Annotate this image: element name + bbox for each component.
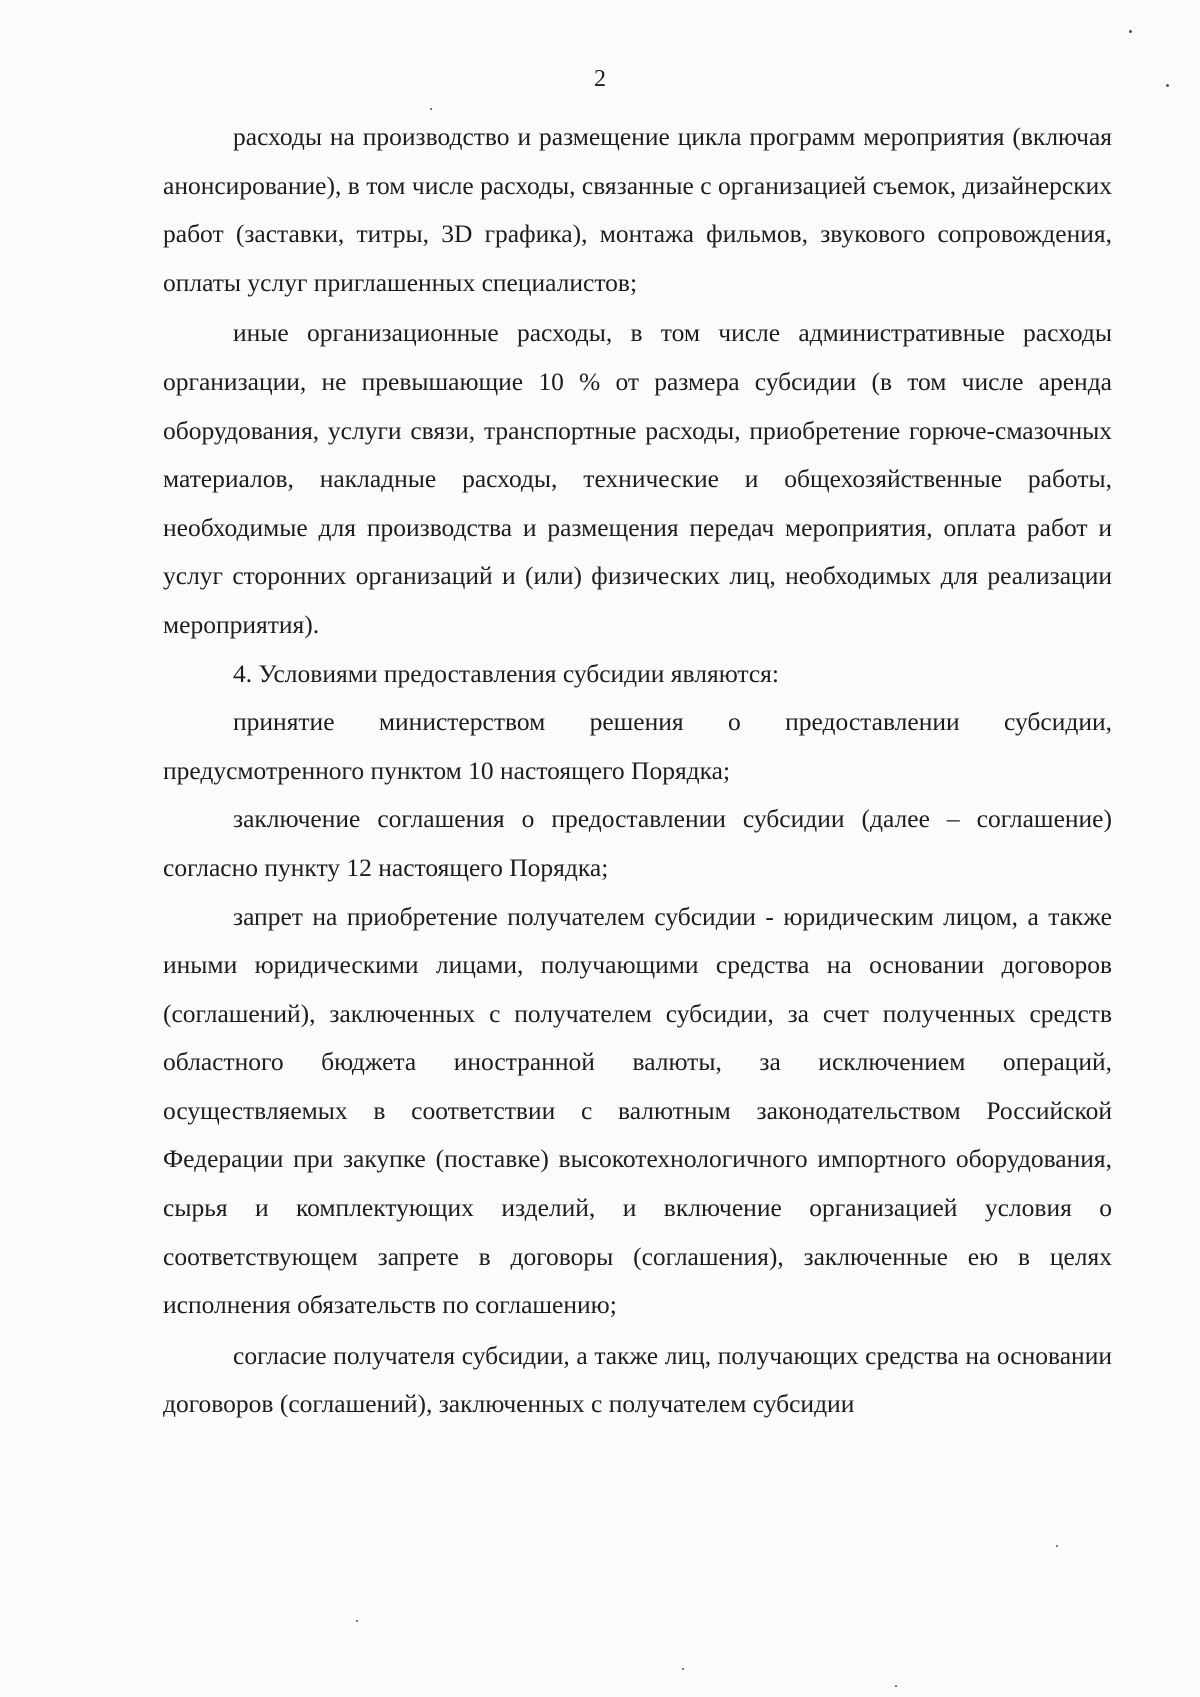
scan-speck: [1056, 1545, 1058, 1547]
scan-speck: [895, 1685, 897, 1687]
paragraph-conditions-heading: 4. Условиями предоставления субсидии являются:: [233, 658, 779, 688]
paragraph-other-costs: иные организационные расходы, в том числе административные расходы организации, не превышающие 10 % от размера субсидии (в том числе аренда оборудования, услуги связи, транспортные расходы, приобретение горюче-смазочных материалов, накладные расходы, технические и общехозяйственные работы, необходимые для производства и размещения передач мероприятия, оплата работ и услуг сторонних организаций и (или) физических лиц, необходимых для реализации мероприятия).: [163, 318, 1112, 639]
paragraph-currency-ban: запрет на приобретение получателем субсидии - юридическим лицом, а также иными юридическими лицами, получающими средства на основании договоров (соглашений), заключенных с получателем субсидии, за счет полученных средств областного бюджета иностранной валюты, за исключением операций, осуществляемых в соответствии с валютным законодательством Российской Федерации при закупке (поставке) высокотехнологичного импортного оборудования, сырья и комплектующих изделий, и включение организацией условия о соответствующем запрете в договоры (соглашения), заключенные ею в целях исполнения обязательств по соглашению;: [163, 901, 1112, 1320]
scan-speck: [356, 1620, 358, 1622]
scan-speck: [1166, 84, 1169, 87]
scan-speck: [430, 108, 432, 110]
scan-speck: [682, 1668, 684, 1670]
paragraph-recipient-consent: согласие получателя субсидии, а также лиц, получающих средства на основании договоров (соглашений), заключенных с получателем субсидии: [163, 1340, 1112, 1419]
scan-speck: [1129, 30, 1132, 33]
page-number: 2: [594, 66, 606, 92]
paragraph-ministry-decision: принятие министерством решения о предоставлении субсидии, предусмотренного пунктом 10 настоящего Порядка;: [163, 707, 1112, 785]
paragraph-production-costs: расходы на производство и размещение цикла программ мероприятия (включая анонсирование), в том числе расходы, связанные с организацией съемок, дизайнерских работ (заставки, титры, 3D графика), монтажа фильмов, звукового сопровождения, оплаты услуг приглашенных специалистов;: [163, 122, 1112, 297]
document-body: [163, 113, 1112, 1429]
paragraph-agreement: заключение соглашения о предоставлении субсидии (далее – соглашение) согласно пункту 12 настоящего Порядка;: [163, 804, 1112, 882]
